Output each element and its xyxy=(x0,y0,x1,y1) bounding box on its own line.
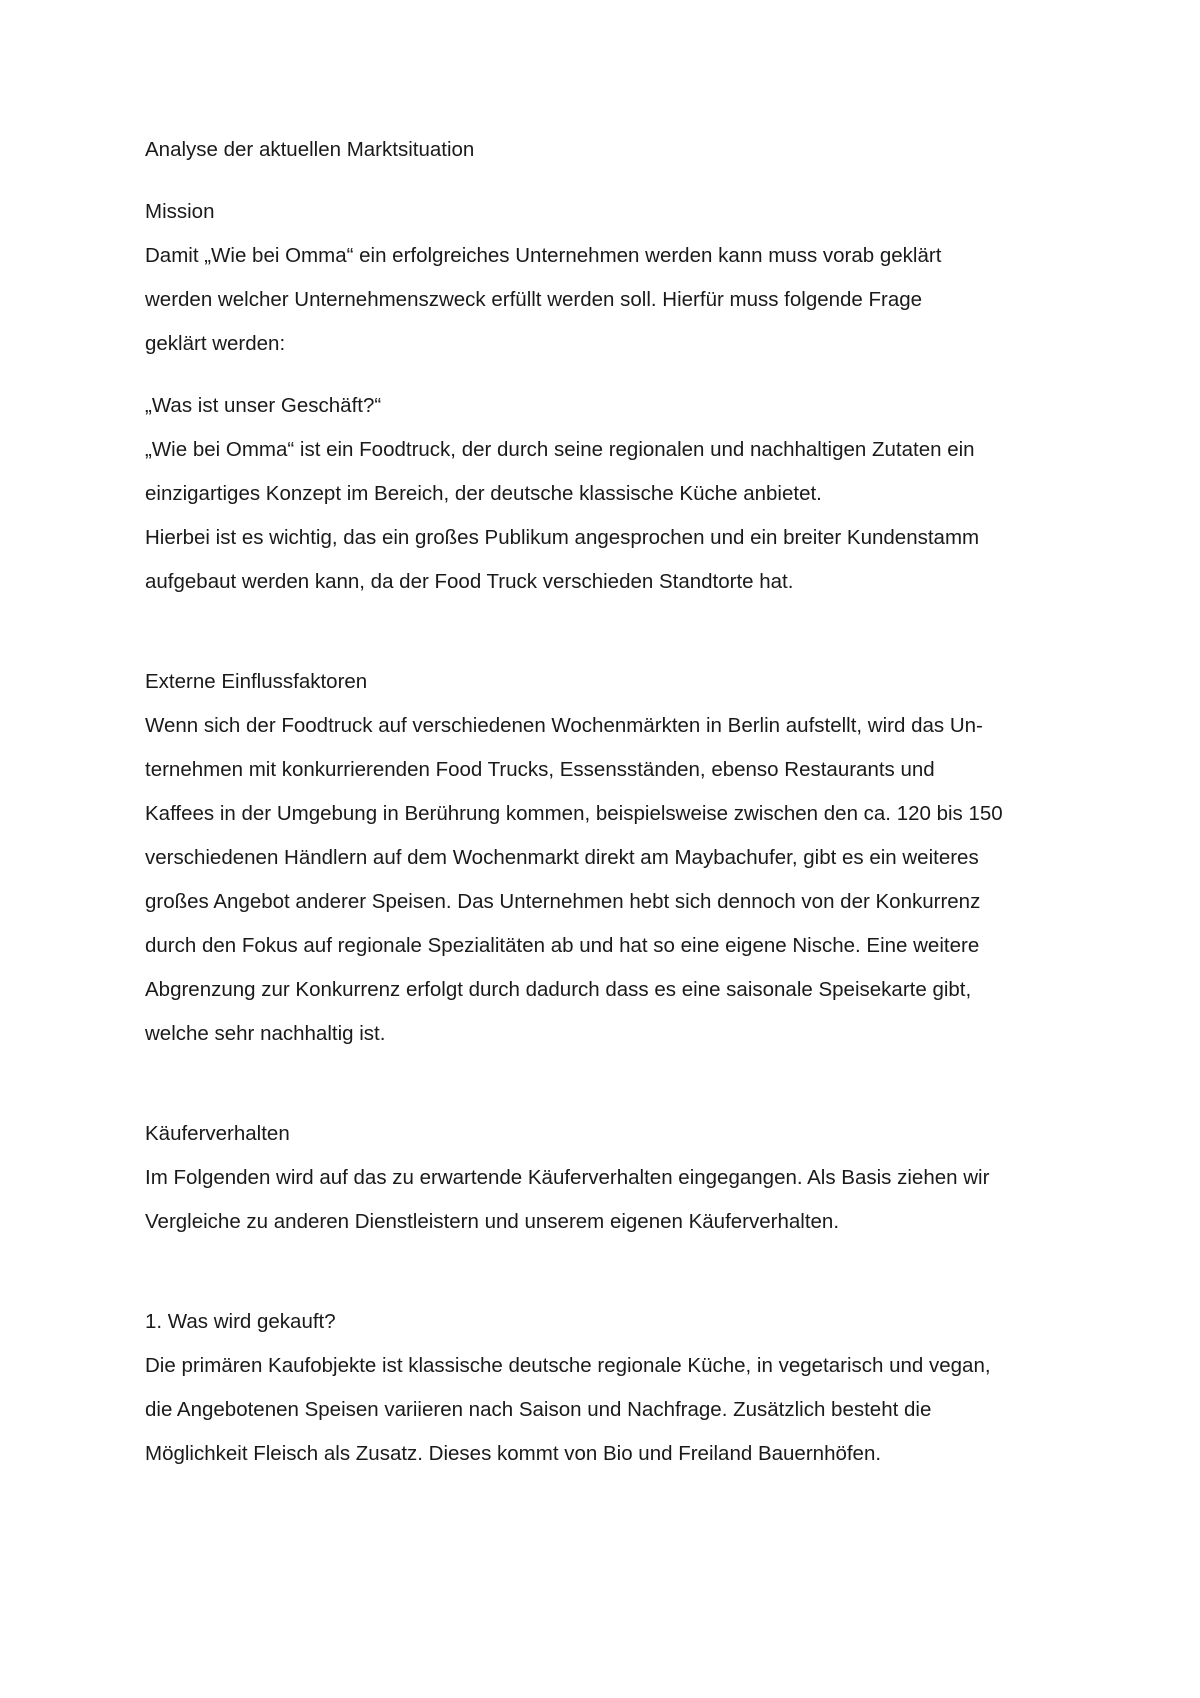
document-page xyxy=(145,128,1075,1476)
spacer xyxy=(145,1056,1075,1112)
mission-answer-line: „Wie bei Omma“ ist ein Foodtruck, der durch seine regionalen und nachhaltigen Zutaten ein xyxy=(145,438,975,461)
spacer xyxy=(145,1244,1075,1300)
spacer xyxy=(145,172,1075,190)
what-bought-text-line: die Angebotenen Speisen variieren nach Saison und Nachfrage. Zusätzlich besteht die xyxy=(145,1398,932,1421)
mission-text-line: Damit „Wie bei Omma“ ein erfolgreiches Unternehmen werden kann muss vorab geklärt xyxy=(145,244,942,267)
external-text-line: durch den Fokus auf regionale Spezialitäten ab und hat so eine eigene Nische. Eine weitere xyxy=(145,934,980,957)
mission-heading: Mission xyxy=(145,200,215,223)
mission-text-line: werden welcher Unternehmenszweck erfüllt werden soll. Hierfür muss folgende Frage xyxy=(145,288,923,311)
mission-answer-line: Hierbei ist es wichtig, das ein großes Publikum angesprochen und ein breiter Kundenstamm xyxy=(145,526,980,549)
external-text-line: Abgrenzung zur Konkurrenz erfolgt durch dadurch dass es eine saisonale Speisekarte gibt, xyxy=(145,978,972,1001)
what-bought-heading: 1. Was wird gekauft? xyxy=(145,1310,336,1333)
what-bought-text-line: Möglichkeit Fleisch als Zusatz. Dieses kommt von Bio und Freiland Bauernhöfen. xyxy=(145,1442,882,1465)
buyer-text-line: Im Folgenden wird auf das zu erwartende Käuferverhalten eingegangen. Als Basis ziehen wir xyxy=(145,1166,990,1189)
mission-answer-line: einzigartiges Konzept im Bereich, der deutsche klassische Küche anbietet. xyxy=(145,482,822,505)
external-text-line: verschiedenen Händlern auf dem Wochenmarkt direkt am Maybachufer, gibt es ein weiteres xyxy=(145,846,979,869)
buyer-heading: Käuferverhalten xyxy=(145,1122,290,1145)
buyer-text-line: Vergleiche zu anderen Dienstleistern und unserem eigenen Käuferverhalten. xyxy=(145,1210,840,1233)
mission-answer-line: aufgebaut werden kann, da der Food Truck verschieden Standtorte hat. xyxy=(145,570,794,593)
spacer xyxy=(145,604,1075,660)
what-bought-text-line: Die primären Kaufobjekte ist klassische deutsche regionale Küche, in vegetarisch und vegan, xyxy=(145,1354,991,1377)
external-text-line: ternehmen mit konkurrierenden Food Trucks, Essensständen, ebenso Restaurants und xyxy=(145,758,935,781)
external-text-line: Wenn sich der Foodtruck auf verschiedenen Wochenmärkten in Berlin aufstellt, wird das Un- xyxy=(145,714,983,737)
mission-text-line: geklärt werden: xyxy=(145,332,286,355)
spacer xyxy=(145,366,1075,384)
mission-question: „Was ist unser Geschäft?“ xyxy=(145,394,382,417)
external-text-line: großes Angebot anderer Speisen. Das Unternehmen hebt sich dennoch von der Konkurrenz xyxy=(145,890,981,913)
external-heading: Externe Einflussfaktoren xyxy=(145,670,368,693)
external-text-line: welche sehr nachhaltig ist. xyxy=(145,1022,386,1045)
document-title: Analyse der aktuellen Marktsituation xyxy=(145,138,475,161)
external-text-line: Kaffees in der Umgebung in Berührung kommen, beispielsweise zwischen den ca. 120 bis 150 xyxy=(145,802,1003,825)
